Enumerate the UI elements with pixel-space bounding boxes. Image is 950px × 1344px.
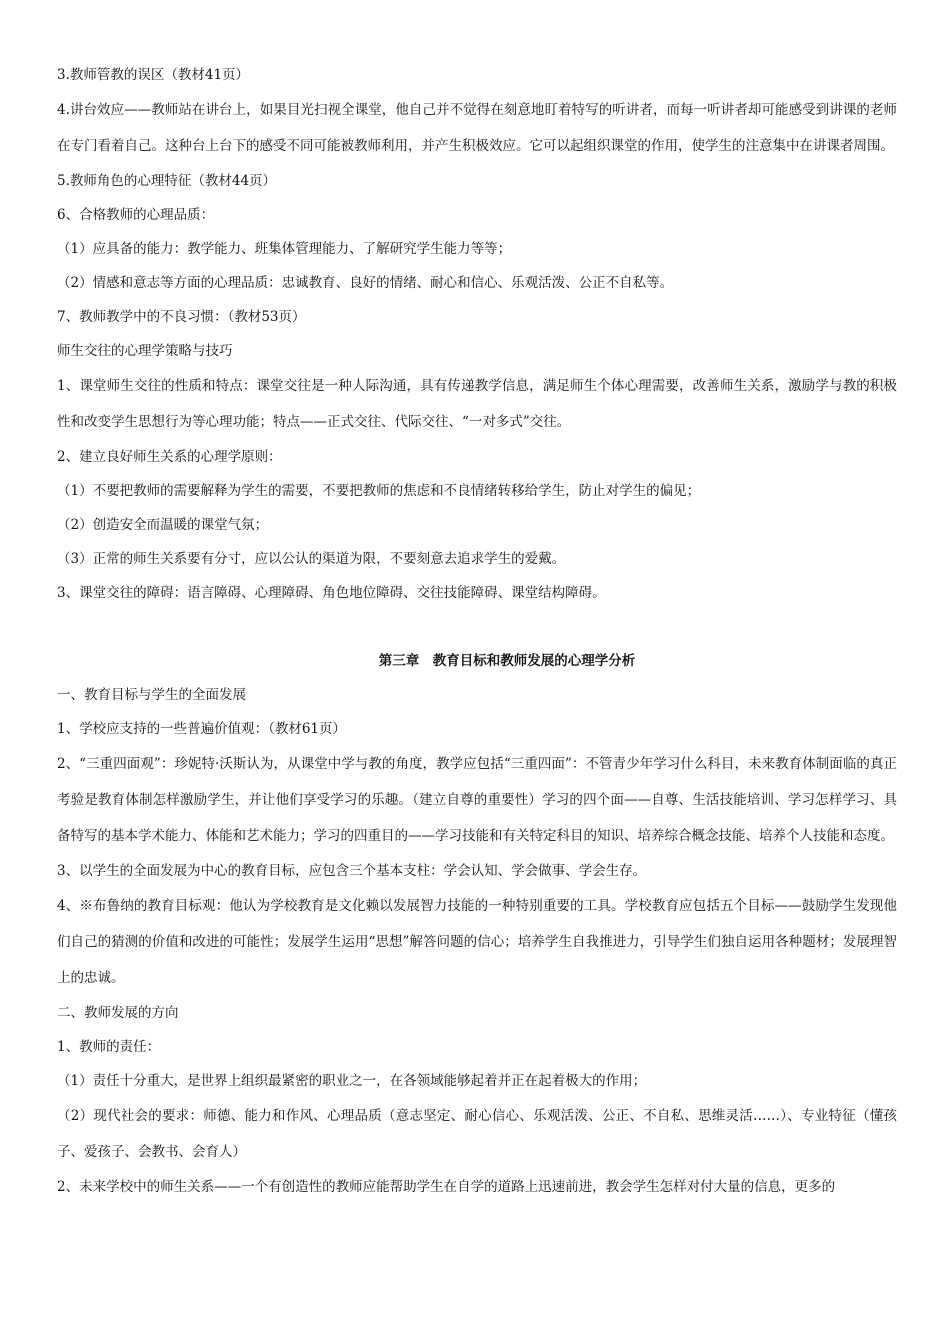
part-1-item-3: 3、以学生的全面发展为中心的教育目标，应包含三个基本支柱：学会认知、学会做事、学会生存。 [57, 863, 647, 879]
part-2-item-1-sub-2: （2）现代社会的要求：师德、能力和作风、心理品质（意志坚定、耐心信心、乐观活泼、公正、不自私、思维灵活……）、专业特征（懂孩子、爱孩子、会教书、会育人） [57, 1108, 897, 1160]
item-6-sub-2: （2）情感和意志等方面的心理品质：忠诚教育、良好的情绪、耐心和信心、乐观活泼、公正不自私等。 [57, 275, 674, 291]
part-2-heading: 二、教师发展的方向 [57, 1005, 179, 1021]
section-heading-interaction: 师生交往的心理学策略与技巧 [57, 343, 233, 359]
item-6-qualified-teacher: 6、合格教师的心理品质： [57, 207, 215, 223]
item-7-bad-habits: 7、教师教学中的不良习惯：（教材53页） [57, 309, 306, 325]
interaction-item-2-sub-1: （1）不要把教师的需要解释为学生的需要，不要把教师的焦虑和不良情绪转移给学生，防止对学生的偏见； [57, 483, 701, 499]
part-1-item-1: 1、学校应支持的一些普遍价值观：（教材61页） [57, 721, 347, 737]
interaction-item-2: 2、建立良好师生关系的心理学原则： [57, 449, 282, 465]
interaction-item-3: 3、课堂交往的障碍：语言障碍、心理障碍、角色地位障碍、交往技能障碍、课堂结构障碍。 [57, 585, 606, 601]
chapter-title: 第三章 教育目标和教师发展的心理学分析 [378, 653, 636, 669]
part-2-item-1: 1、教师的责任： [57, 1039, 161, 1055]
part-2-item-2: 2、未来学校中的师生关系——一个有创造性的教师应能帮助学生在自学的道路上迅速前进，教会学生怎样对付大量的信息，更多的 [57, 1179, 836, 1195]
part-2-item-1-sub-1: （1）责任十分重大，是世界上组织最紧密的职业之一，在各领域能够起着并正在起着极大的作用； [57, 1073, 647, 1089]
interaction-item-2-sub-3: （3）正常的师生关系要有分寸，应以公认的渠道为限，不要刻意去追求学生的爱戴。 [57, 551, 566, 567]
interaction-item-2-sub-2: （2）创造安全而温暖的课堂气氛； [57, 517, 269, 533]
item-6-sub-1: （1）应具备的能力：教学能力、班集体管理能力、了解研究学生能力等等； [57, 241, 512, 257]
item-5-teacher-role: 5.教师角色的心理特征（教材44页） [57, 173, 277, 189]
interaction-item-1: 1、课堂师生交往的性质和特点：课堂交往是一种人际沟通，具有传递教学信息，满足师生个体心理需要，改善师生关系，激励学与教的积极性和改变学生思想行为等心理功能；特点——正式交往、代际交往、“一对多式”交往。 [57, 378, 897, 430]
item-4-podium-effect: 4.讲台效应——教师站在讲台上，如果目光扫视全课堂，他自己并不觉得在刻意地盯着特写的听讲者，而每一听讲者却可能感受到讲课的老师在专门看着自己。这种台上台下的感受不同可能被教师利用，并产生积极效应。它可以起组织课堂的作用，使学生的注意集中在讲课者周围。 [57, 102, 897, 154]
item-3-misconceptions: 3.教师管教的误区（教材41页） [57, 67, 250, 83]
part-1-heading: 一、教育目标与学生的全面发展 [57, 687, 246, 703]
part-1-item-4: 4、※布鲁纳的教育目标观：他认为学校教育是文化赖以发展智力技能的一种特别重要的工具。学校教育应包括五个目标——鼓励学生发现他们自己的猜测的价值和改进的可能性；发展学生运用“思想”解答问题的信心；培养学生自我推进力，引导学生们独自运用各种题材；发展理智上的忠诚。 [57, 898, 897, 986]
part-1-item-2: 2、“三重四面观”：珍妮特·沃斯认为，从课堂中学与教的角度，教学应包括“三重四面”：不管青少年学习什么科目，未来教育体制面临的真正考验是教育体制怎样激励学生，并让他们享受学习的乐趣。（建立自尊的重要性）学习的四个面——自尊、生活技能培训、学习怎样学习、具备特写的基本学术能力、体能和艺术能力；学习的四重目的——学习技能和有关特定科目的知识、培养综合概念技能、培养个人技能和态度。 [57, 756, 897, 844]
document-body [57, 58, 897, 1204]
